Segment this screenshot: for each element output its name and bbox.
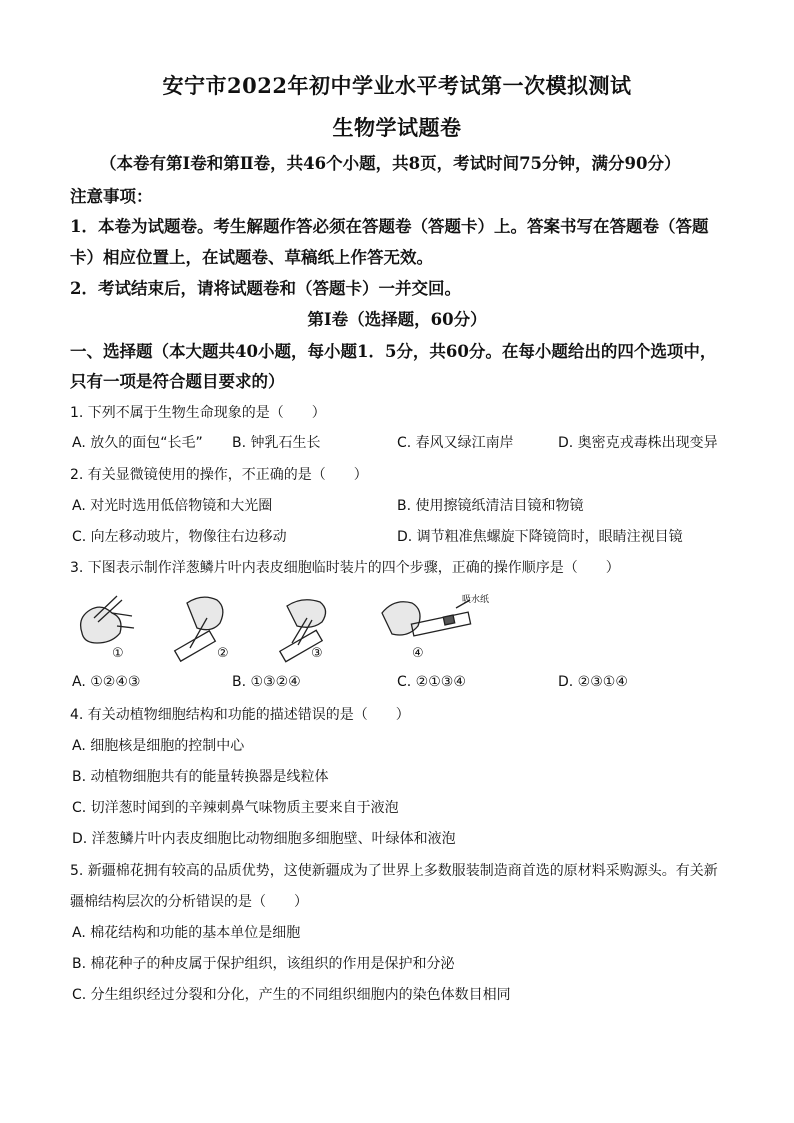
section-instruction-cont: 只有一项是符合题目要求的） bbox=[70, 372, 285, 391]
section-title: 第Ⅰ卷（选择题，60分） bbox=[307, 310, 487, 329]
question-3-option-a: A. ①②④③ bbox=[72, 674, 141, 690]
blotting-paper-callout: 吸水纸 bbox=[462, 595, 490, 605]
question-5-option-a: A. 棉花结构和功能的基本单位是细胞 bbox=[72, 925, 301, 941]
question-5-option-c: C. 分生组织经过分裂和分化，产生的不同组织细胞内的染色体数目相同 bbox=[72, 987, 511, 1003]
question-3-option-d: D. ②③①④ bbox=[558, 674, 628, 690]
question-3-option-c: C. ②①③④ bbox=[397, 674, 466, 690]
step-2-hand-illustration bbox=[175, 597, 223, 661]
question-4-stem: 4. 有关动植物细胞结构和功能的描述错误的是（ ） bbox=[70, 707, 410, 723]
question-2-stem: 2. 有关显微镜使用的操作，不正确的是（ ） bbox=[70, 467, 368, 483]
question-3-option-b: B. ①③②④ bbox=[232, 674, 301, 690]
question-2-option-c: C. 向左移动玻片，物像往右边移动 bbox=[72, 529, 287, 545]
question-5-stem: 5. 新疆棉花拥有较高的品质优势，这使新疆成为了世界上多数服装制造商首选的原材料采购源头。有关新 bbox=[70, 863, 718, 879]
question-1-option-a: A. 放久的面包“长毛” bbox=[72, 435, 203, 451]
question-4-option-b: B. 动植物细胞共有的能量转换器是线粒体 bbox=[72, 769, 329, 785]
exam-title: 安宁市2022年初中学业水平考试第一次模拟测试 bbox=[162, 73, 632, 98]
question-1-option-d: D. 奥密克戎毒株出现变异 bbox=[558, 435, 718, 451]
notice-item-1-cont: 卡）相应位置上，在试题卷、草稿纸上作答无效。 bbox=[70, 248, 433, 267]
exam-note: （本卷有第Ⅰ卷和第Ⅱ卷，共46个小题，共8页，考试时间75分钟，满分90分） bbox=[100, 154, 681, 173]
question-5-stem-cont: 疆棉结构层次的分析错误的是（ ） bbox=[70, 894, 308, 910]
notice-item-1: 1．本卷为试题卷。考生解题作答必须在答题卷（答题卡）上。答案书写在答题卷（答题 bbox=[70, 217, 709, 236]
question-2-option-a: A. 对光时选用低倍物镜和大光圈 bbox=[72, 498, 273, 514]
figure-label-4: ④ bbox=[412, 646, 424, 661]
question-3-stem: 3. 下图表示制作洋葱鳞片叶内表皮细胞临时装片的四个步骤，正确的操作顺序是（ ） bbox=[70, 560, 620, 576]
notice-item-2: 2．考试结束后，请将试题卷和（答题卡）一并交回。 bbox=[70, 279, 461, 298]
slide-preparation-figure bbox=[72, 588, 512, 663]
figure-label-2: ② bbox=[217, 646, 229, 661]
figure-label-3: ③ bbox=[311, 646, 323, 661]
notice-heading: 注意事项： bbox=[70, 187, 153, 206]
question-4-option-c: C. 切洋葱时闻到的辛辣刺鼻气味物质主要来自于液泡 bbox=[72, 800, 399, 816]
question-1-stem: 1. 下列不属于生物生命现象的是（ ） bbox=[70, 405, 326, 421]
section-instruction: 一、选择题（本大题共40小题，每小题1．5分，共60分。在每小题给出的四个选项中， bbox=[70, 342, 717, 361]
exam-subtitle: 生物学试题卷 bbox=[332, 115, 462, 140]
step-4-hand-illustration bbox=[382, 600, 471, 636]
question-4-option-d: D. 洋葱鳞片叶内表皮细胞比动物细胞多细胞壁、叶绿体和液泡 bbox=[72, 831, 456, 847]
question-1-option-b: B. 钟乳石生长 bbox=[232, 435, 321, 451]
question-5-option-b: B. 棉花种子的种皮属于保护组织，该组织的作用是保护和分泌 bbox=[72, 956, 455, 972]
step-1-hand-illustration bbox=[81, 596, 134, 643]
figure-label-1: ① bbox=[112, 646, 124, 661]
question-2-option-d: D. 调节粗准焦螺旋下降镜筒时，眼睛注视目镜 bbox=[397, 529, 683, 545]
question-4-option-a: A. 细胞核是细胞的控制中心 bbox=[72, 738, 245, 754]
question-2-option-b: B. 使用擦镜纸清洁目镜和物镜 bbox=[397, 498, 584, 514]
question-1-option-c: C. 春风又绿江南岸 bbox=[397, 435, 514, 451]
